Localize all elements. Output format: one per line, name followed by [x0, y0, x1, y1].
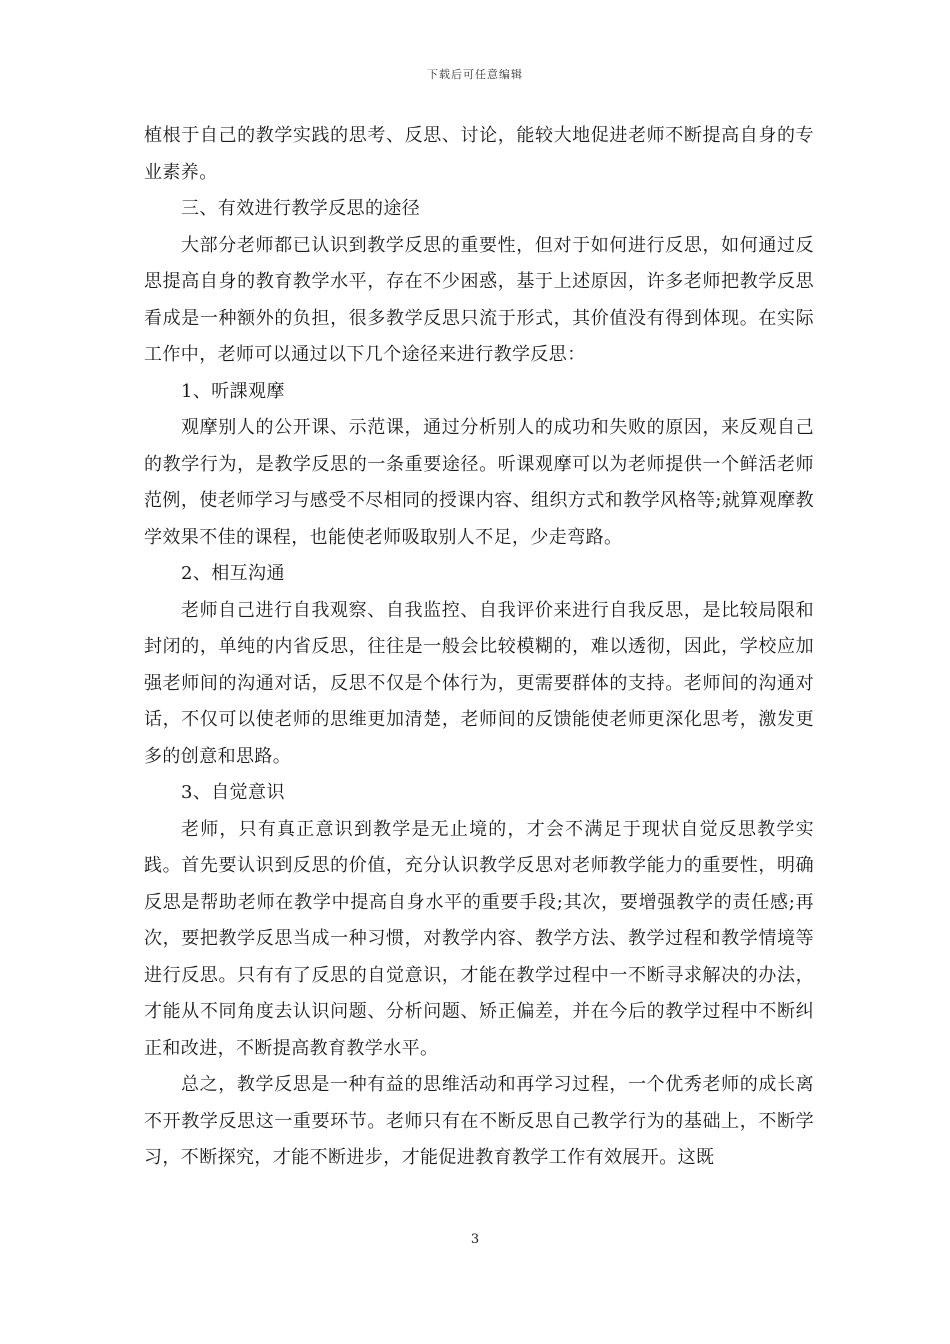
- paragraph: 大部分老师都已认识到教学反思的重要性，但对于如何进行反思，如何通过反思提高自身的教育教学水平，存在不少困惑，基于上述原因，许多老师把教学反思看成是一种额外的负担，很多教学反思只流于形式，其价值没有得到体现。在实际工作中，老师可以通过以下几个途径来进行教学反思：: [144, 234, 814, 365]
- paragraph: 观摩别人的公开课、示范课，通过分析别人的成功和失败的原因，来反观自己的教学行为，是教学反思的一条重要途径。听课观摩可以为老师提供一个鲜活老师范例，使老师学习与感受不尽相同的授课内容、组织方式和教学风格等;就算观摩教学效果不佳的课程，也能使老师吸取别人不足，少走弯路。: [144, 417, 814, 548]
- subsection-heading: 2、相互沟通: [181, 563, 285, 584]
- paragraph: 老师自己进行自我观察、自我监控、自我评价来进行自我反思，是比较局限和封闭的，单纯的内省反思，往往是一般会比较模糊的，难以透彻，因此，学校应加强老师间的沟通对话，反思不仅是个体行为，更需要群体的支持。老师间的沟通对话，不仅可以使老师的思维更加清楚，老师间的反馈能使老师更深化思考，激发更多的创意和思路。: [144, 599, 814, 767]
- paragraph-continuation: 植根于自己的教学实践的思考、反思、讨论，能较大地促进老师不断提高自身的专业素养。: [144, 125, 814, 183]
- subsection-heading: 1、听課观摩: [181, 380, 285, 402]
- document-body: [144, 118, 814, 1177]
- page-number: 3: [470, 1232, 480, 1247]
- page-header: 下载后可任意编辑: [427, 68, 523, 81]
- section-heading: 三、有效进行教学反思的途径: [181, 198, 421, 219]
- paragraph-summary: 总之，教学反思是一种有益的思维活动和再学习过程，一个优秀老师的成长离不开教学反思这一重要环节。老师只有在不断反思自己教学行为的基础上，不断学习，不断探究，才能不断进步，才能促进教育教学工作有效展开。这既: [144, 1074, 814, 1168]
- subsection-heading: 3、自觉意识: [181, 782, 285, 803]
- paragraph: 老师，只有真正意识到教学是无止境的，才会不满足于现状自觉反思教学实践。首先要认识到反思的价值，充分认识教学反思对老师教学能力的重要性，明确反思是帮助老师在教学中提高自身水平的重要手段;其次，要增强教学的责任感;再次，要把教学反思当成一种习惯，对教学内容、教学方法、教学过程和教学情境等进行反思。只有有了反思的自觉意识，才能在教学过程中一不断寻求解决的办法，才能从不同角度去认识问题、分析问题、矫正偏差，并在今后的教学过程中不断纠正和改进，不断提高教育教学水平。: [144, 818, 814, 1059]
